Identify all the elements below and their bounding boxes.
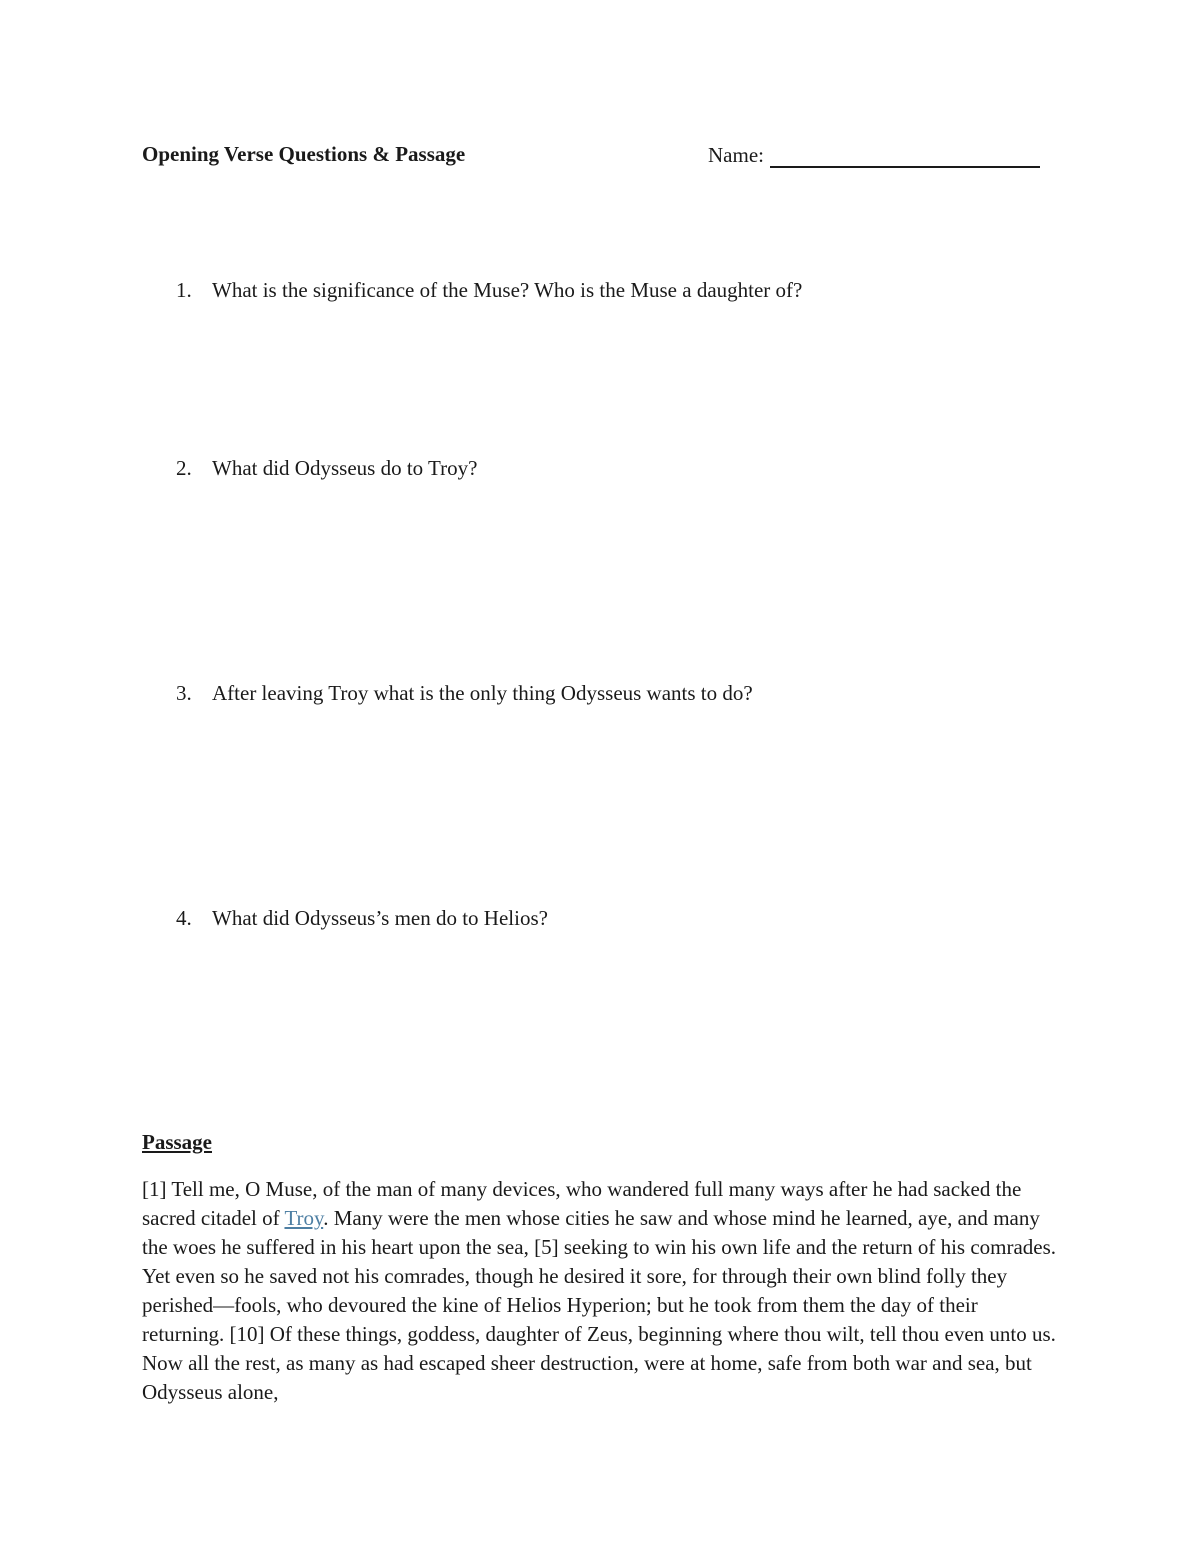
question-3 bbox=[176, 681, 753, 706]
question-text: What did Odysseus’s men do to Helios? bbox=[212, 906, 548, 930]
question-number: 2. bbox=[176, 456, 192, 480]
question-text: After leaving Troy what is the only thing Odysseus wants to do? bbox=[212, 681, 753, 705]
question-2 bbox=[176, 456, 477, 481]
passage-heading: Passage bbox=[142, 1130, 212, 1154]
question-4 bbox=[176, 906, 548, 931]
name-field bbox=[708, 142, 1040, 168]
question-text: What did Odysseus do to Troy? bbox=[212, 456, 478, 480]
question-number: 1. bbox=[176, 278, 192, 302]
name-label: Name: bbox=[708, 143, 764, 167]
passage-text bbox=[142, 1175, 1057, 1407]
name-blank-line bbox=[770, 142, 1040, 168]
question-number: 3. bbox=[176, 681, 192, 705]
question-1 bbox=[176, 278, 802, 303]
document-title: Opening Verse Questions & Passage bbox=[142, 142, 466, 166]
troy-link[interactable]: Troy bbox=[284, 1206, 324, 1230]
question-number: 4. bbox=[176, 906, 192, 930]
question-text: What is the significance of the Muse? Who is the Muse a daughter of? bbox=[212, 278, 803, 302]
passage-text-before-link: [1] Tell me, O Muse, of the man of many devices, who wandered full many ways after he had sacked the sacred citadel of bbox=[142, 1177, 1022, 1230]
passage-text-after-link: . Many were the men whose cities he saw and whose mind he learned, aye, and many the woes he suffered in his heart upon the sea, [5] seeking to win his own life and the return of his comrades. Yet even so he saved not his comrades, though he desired it sore, for through their own blind folly they perished—fools, who devoured the kine of Helios Hyperion; but he took from them the day of their returning. [10] Of these things, goddess, daughter of Zeus, beginning where thou wilt, tell thou even unto us. Now all the rest, as many as had escaped sheer destruction, were at home, safe from both war and sea, but Odysseus alone, bbox=[142, 1206, 1057, 1404]
worksheet-header bbox=[142, 142, 1052, 178]
